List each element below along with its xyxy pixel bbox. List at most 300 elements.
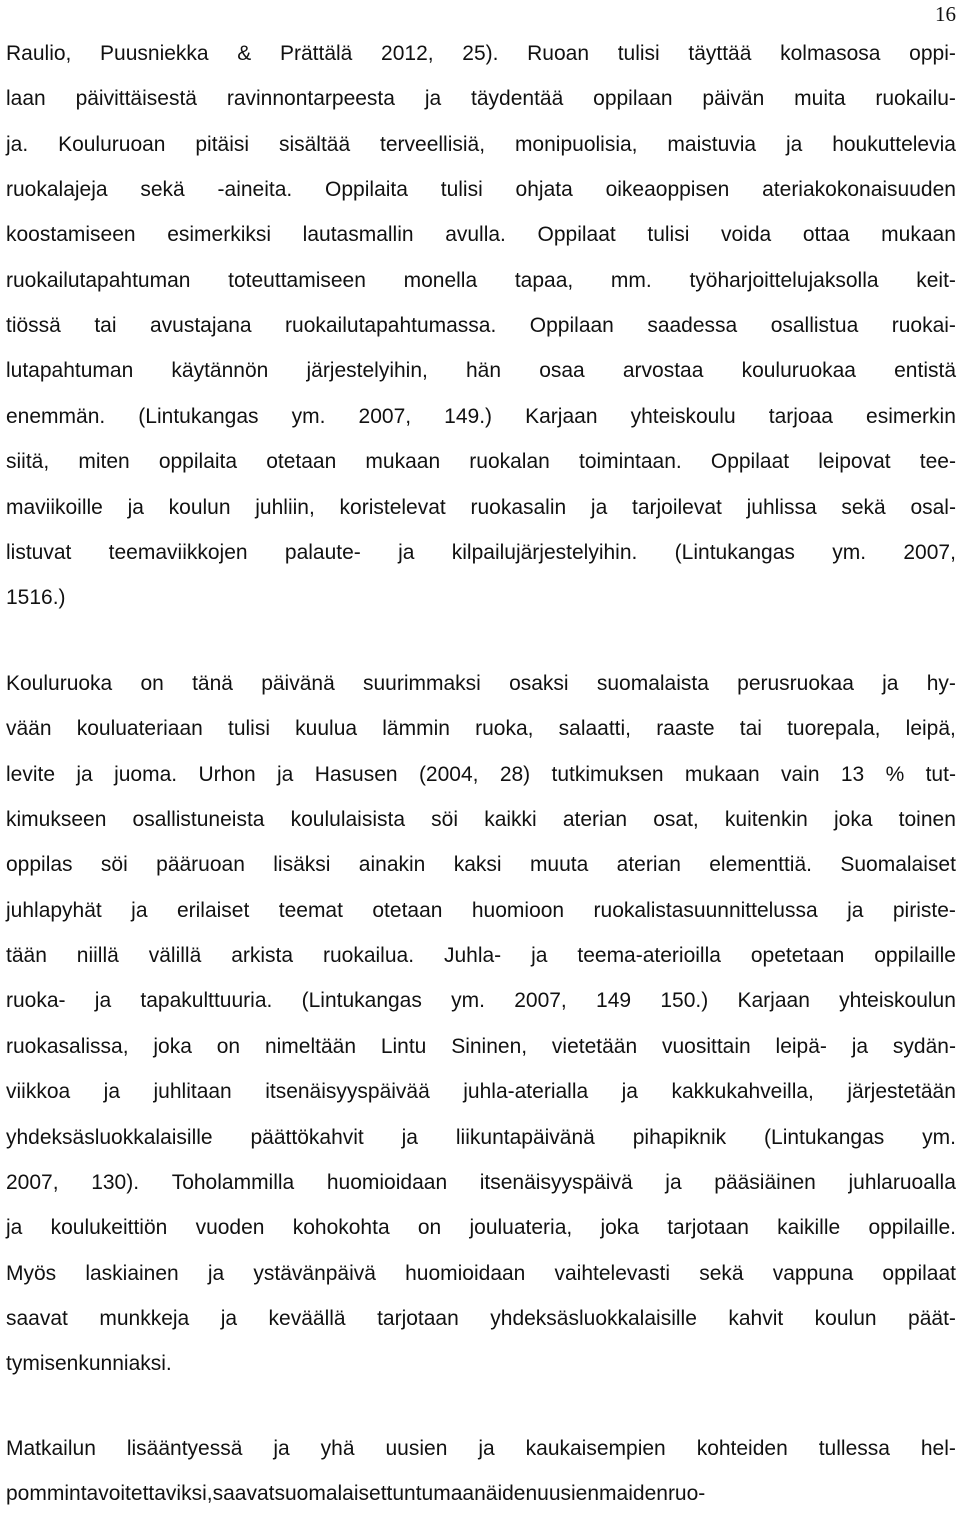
word: miten xyxy=(78,450,130,474)
word: 2007, xyxy=(358,404,412,428)
word: ym. xyxy=(922,1125,956,1149)
word: Matkailun xyxy=(6,1437,96,1460)
word: tiössä xyxy=(6,314,61,338)
word: päättökahvit xyxy=(250,1125,364,1149)
word: tymisen xyxy=(6,1352,79,1376)
text-line xyxy=(6,670,956,698)
word: söi xyxy=(431,808,459,832)
word: tavoitettaviksi, xyxy=(80,1482,213,1506)
word: tuntumaa xyxy=(386,1482,475,1506)
word: ateriakokonaisuuden xyxy=(762,178,956,202)
word: oppilaille. xyxy=(868,1216,956,1240)
word: ja xyxy=(590,495,608,519)
word: pääsiäinen xyxy=(714,1170,816,1194)
word: kuitenkin xyxy=(724,808,808,832)
word: ruokailutapahtuman xyxy=(6,268,191,292)
word: oppi- xyxy=(909,42,956,65)
word: 25). xyxy=(462,42,499,65)
word: ja xyxy=(273,1437,290,1460)
word: päivittäisestä xyxy=(75,87,197,111)
word: ravinnontarpeesta xyxy=(226,87,395,111)
word: Karjaan xyxy=(737,989,810,1013)
word: ja xyxy=(103,1080,121,1104)
word: avulla. xyxy=(445,223,506,247)
word: ja xyxy=(401,1125,418,1149)
word: Oppilaita xyxy=(325,178,408,202)
word: lutapahtuman xyxy=(6,359,134,383)
word: joka xyxy=(153,1034,192,1058)
word: ym. xyxy=(451,989,485,1013)
word: kaksi xyxy=(453,853,502,877)
text-line xyxy=(6,403,956,431)
word: ruoka- xyxy=(6,989,66,1013)
word: kilpailujärjestelyihin. xyxy=(451,540,638,564)
text-line xyxy=(6,987,956,1015)
word: osat, xyxy=(653,808,699,832)
text-line xyxy=(6,312,956,340)
word: ruokasalissa, xyxy=(6,1034,129,1058)
word: Sininen, xyxy=(451,1034,528,1058)
word: ohjata xyxy=(515,178,573,202)
word: 2012, xyxy=(381,42,434,65)
word: kaukaisempien xyxy=(525,1437,666,1460)
word: muuta xyxy=(529,853,589,877)
text-line xyxy=(6,584,956,612)
word: toimintaan. xyxy=(578,450,682,474)
word: vään xyxy=(6,717,52,741)
word: tut- xyxy=(925,762,956,786)
word: leipä, xyxy=(905,717,956,741)
word: otetaan xyxy=(266,450,337,474)
word: ruokalistasuunnittelussa xyxy=(593,898,818,922)
word: kunniaksi. xyxy=(78,1352,172,1376)
word: saadessa xyxy=(647,314,738,338)
word: terveellisiä, xyxy=(380,132,486,156)
word: suurimmaksi xyxy=(362,672,481,695)
word: leipä- xyxy=(775,1034,827,1058)
word: arvostaa xyxy=(622,359,704,383)
word: vuosittain xyxy=(661,1034,751,1058)
word: joka xyxy=(600,1216,639,1240)
word: (Lintukangas xyxy=(138,404,259,428)
word: vappuna xyxy=(772,1261,854,1285)
word: 2007, xyxy=(903,540,956,564)
word: Toholammilla xyxy=(171,1170,295,1194)
word: -aineita. xyxy=(217,178,293,202)
word: toinen xyxy=(898,808,956,832)
word: kouluateriaan xyxy=(76,717,203,741)
word: sekä xyxy=(699,1261,744,1285)
word: (Lintukangas xyxy=(674,540,795,564)
word: ja xyxy=(131,898,148,922)
word: tutkimuksen xyxy=(551,762,664,786)
word: lautasmallin xyxy=(302,223,414,247)
word: salaatti, xyxy=(558,717,632,741)
word: laskiainen xyxy=(85,1261,179,1285)
word: kakkukahveilla, xyxy=(671,1080,814,1104)
text-line xyxy=(6,85,956,113)
word: 15 xyxy=(6,586,30,610)
word: koulun xyxy=(814,1306,877,1330)
word: Karjaan xyxy=(525,404,598,428)
word: sekä xyxy=(140,178,185,202)
word: kahvit xyxy=(728,1306,784,1330)
word: tuorepala, xyxy=(787,717,881,741)
word: pommin xyxy=(6,1482,81,1506)
word: tullessa xyxy=(818,1437,890,1460)
word: otetaan xyxy=(372,898,443,922)
text-line xyxy=(6,1480,956,1508)
word: tarjotaan xyxy=(667,1216,749,1240)
word: Ruoan xyxy=(527,42,590,65)
text-line xyxy=(6,131,956,159)
word: kaikille xyxy=(777,1216,841,1240)
word: koristelevat xyxy=(339,495,446,519)
word: ja xyxy=(277,762,294,786)
word: ja xyxy=(847,898,864,922)
word: keväällä xyxy=(268,1306,346,1330)
text-line xyxy=(6,221,956,249)
word: esimerkin xyxy=(866,404,956,428)
word: tapaa, xyxy=(514,268,574,292)
word: järjestetään xyxy=(847,1080,956,1104)
word: leipovat xyxy=(818,450,891,474)
word: tee- xyxy=(919,450,956,474)
word: siitä, xyxy=(6,450,50,474)
word: koululaisista xyxy=(290,808,406,832)
word: uusien xyxy=(385,1437,448,1460)
word: Suomalaiset xyxy=(840,853,956,877)
word: osallistua xyxy=(770,314,859,338)
word: niillä xyxy=(76,944,119,968)
word: juhlapyhät xyxy=(6,898,102,922)
word: maistuvia xyxy=(667,132,757,156)
word: tään xyxy=(6,944,47,968)
word: ruokasalin xyxy=(470,495,567,519)
word: kouluruokaa xyxy=(741,359,856,383)
word: oppilaille xyxy=(874,944,956,968)
word: yhdeksäsluokkalaisille xyxy=(490,1306,697,1330)
word: ym. xyxy=(291,404,326,428)
word: ruokalajeja xyxy=(6,178,108,202)
word: maiden xyxy=(599,1482,668,1506)
text-line xyxy=(6,1350,956,1378)
word: kolmasosa xyxy=(780,42,881,65)
word: levite xyxy=(6,762,56,786)
text-line xyxy=(6,1214,956,1242)
word: toteuttamiseen xyxy=(228,268,366,292)
word: saavat xyxy=(212,1482,275,1506)
word: aterian xyxy=(616,853,681,877)
word: 13 xyxy=(840,762,865,786)
word: yhteiskoulun xyxy=(839,989,956,1013)
word: lämmin xyxy=(382,717,450,741)
word: tarjoaa xyxy=(768,404,833,428)
word: listuvat xyxy=(6,540,72,564)
word: huomioidaan xyxy=(405,1261,526,1285)
word: 28) xyxy=(499,762,531,786)
word: kimukseen xyxy=(6,808,107,832)
word: vaihtelevasti xyxy=(554,1261,671,1285)
word: näiden xyxy=(474,1482,538,1506)
word: tulisi xyxy=(647,223,690,247)
word: juhlitaan xyxy=(153,1080,232,1104)
word: 2007, xyxy=(6,1170,59,1194)
word: uusien xyxy=(537,1482,600,1506)
word: ruokalan xyxy=(469,450,550,474)
word: entistä xyxy=(894,359,956,383)
word: Kouluruoan xyxy=(58,132,166,156)
word: söi xyxy=(100,853,128,877)
word: itsenäisyyspäivä xyxy=(479,1170,633,1194)
word: juhliin, xyxy=(255,495,315,519)
text-line xyxy=(6,851,956,879)
word: ystävänpäivä xyxy=(253,1261,376,1285)
word: mukaan xyxy=(365,450,441,474)
word: Oppilaan xyxy=(529,314,614,338)
word: välillä xyxy=(148,944,202,968)
word: teemat xyxy=(278,898,343,922)
word: ruokailua. xyxy=(322,944,415,968)
text-line xyxy=(6,897,956,925)
word: % xyxy=(885,762,905,786)
word: ja xyxy=(127,495,144,519)
word: ym. xyxy=(832,540,867,564)
word: erilaiset xyxy=(176,898,250,922)
word: mm. xyxy=(610,268,652,292)
word: Puusniekka xyxy=(100,42,209,65)
word: Lintu xyxy=(380,1034,427,1058)
word: suomalaiset xyxy=(274,1482,387,1506)
text-line xyxy=(6,1305,956,1333)
word: itsenäisyyspäivää xyxy=(265,1080,430,1104)
text-line xyxy=(6,942,956,970)
word: ja. xyxy=(6,132,29,156)
word: ottaa xyxy=(802,223,850,247)
word: ruoka, xyxy=(475,717,534,741)
word: koulukeittiön xyxy=(50,1216,168,1240)
word: Oppilaat xyxy=(537,223,616,247)
text-line xyxy=(6,494,956,522)
word: ja xyxy=(76,762,93,786)
word: mukaan xyxy=(684,762,760,786)
word: yhteiskoulu xyxy=(630,404,736,428)
text-line xyxy=(6,40,956,68)
word: tulisi xyxy=(617,42,660,65)
text-line xyxy=(6,761,956,789)
word: palaute- xyxy=(284,540,361,564)
word: sekä xyxy=(841,495,886,519)
word: raaste xyxy=(656,717,715,741)
word: aterian xyxy=(562,808,628,832)
word: joka xyxy=(833,808,873,832)
word: vuoden xyxy=(195,1216,265,1240)
word: tulisi xyxy=(440,178,483,202)
word: 150.) xyxy=(660,989,709,1013)
word: vain xyxy=(780,762,820,786)
word: Kouluruoka xyxy=(6,672,113,695)
text-line xyxy=(6,176,956,204)
word: monipuolisia, xyxy=(514,132,638,156)
word: Hasusen xyxy=(314,762,398,786)
word: Juhla- xyxy=(443,944,502,968)
word: sydän- xyxy=(892,1034,956,1058)
word: pitäisi xyxy=(195,132,250,156)
text-line xyxy=(6,448,956,476)
word: ainakin xyxy=(358,853,426,877)
word: jouluateria, xyxy=(469,1216,573,1240)
word: nimeltään xyxy=(264,1034,356,1058)
word: lisäksi xyxy=(273,853,331,877)
word: (Lintukangas xyxy=(764,1125,885,1149)
page-number: 16 xyxy=(935,2,956,26)
word: kohteiden xyxy=(696,1437,788,1460)
word: ruokailutapahtumassa. xyxy=(285,314,497,338)
word: elementtiä. xyxy=(709,853,812,877)
word: oppilas xyxy=(6,853,73,877)
word: viikkoa xyxy=(6,1080,71,1104)
text-line xyxy=(6,1124,956,1152)
word: sisältää xyxy=(278,132,351,156)
word: ja xyxy=(424,87,442,111)
word: huomioidaan xyxy=(326,1170,448,1194)
word: on xyxy=(216,1034,241,1058)
word: hän xyxy=(466,359,502,383)
word: tarjoilevat xyxy=(632,495,722,519)
word: ruokailu- xyxy=(875,87,956,111)
word: (2004, xyxy=(418,762,479,786)
word: kuulua xyxy=(295,717,358,741)
word: osal- xyxy=(910,495,956,519)
word: suomalaista xyxy=(596,672,709,695)
word: tai xyxy=(739,717,762,741)
word: oppilaan xyxy=(593,87,673,111)
word: koulun xyxy=(168,495,231,519)
word: mukaan xyxy=(881,223,956,247)
word: tai xyxy=(94,314,117,338)
word: hy- xyxy=(926,672,956,695)
word: Urhon xyxy=(198,762,256,786)
word: tarjotaan xyxy=(377,1306,459,1330)
word: 130). xyxy=(91,1170,140,1194)
text-line xyxy=(6,357,956,385)
word: on xyxy=(417,1216,442,1240)
word: ja xyxy=(665,1170,682,1194)
word: Oppilaat xyxy=(710,450,790,474)
word: houkuttelevia xyxy=(832,132,956,156)
word: oppilaita xyxy=(158,450,238,474)
word: (Lintukangas xyxy=(301,989,422,1013)
word: lisääntyessä xyxy=(126,1437,243,1460)
word: munkkeja xyxy=(99,1306,190,1330)
word: & xyxy=(237,42,252,65)
text-line xyxy=(6,267,956,295)
word: juhlaruoalla xyxy=(848,1170,956,1194)
word: teemaviikkojen xyxy=(108,540,248,564)
word: on xyxy=(140,672,164,695)
word: juhla-aterialla xyxy=(463,1080,589,1104)
word: Myös xyxy=(6,1261,57,1285)
text-line xyxy=(6,1260,956,1288)
word: juoma. xyxy=(114,762,178,786)
word: opetetaan xyxy=(750,944,845,968)
word: ja xyxy=(621,1080,638,1104)
word: voida xyxy=(721,223,772,247)
word: ja xyxy=(94,989,112,1013)
word: arkista xyxy=(231,944,294,968)
text-line xyxy=(6,1435,956,1463)
word: pihapiknik xyxy=(632,1125,727,1149)
word: liikuntapäivänä xyxy=(455,1125,595,1149)
word: avustajana xyxy=(149,314,252,338)
word: 149.) xyxy=(444,404,493,428)
word: kohokohta xyxy=(292,1216,390,1240)
word: juhlissa xyxy=(746,495,817,519)
word: oppilaat xyxy=(882,1261,956,1285)
word: järjestelyihin, xyxy=(306,359,428,383)
word: ja xyxy=(220,1306,238,1330)
word: tapakulttuuria. xyxy=(140,989,273,1013)
word: ja xyxy=(882,672,899,695)
text-line xyxy=(6,1169,956,1197)
word: esimerkiksi xyxy=(167,223,272,247)
word: monella xyxy=(403,268,478,292)
word: keit- xyxy=(916,268,956,292)
word: muita xyxy=(794,87,846,111)
word: enemmän. xyxy=(6,404,106,428)
word: osaksi xyxy=(509,672,569,695)
word: käytännön xyxy=(171,359,269,383)
word: yhä xyxy=(320,1437,355,1460)
word: pääruoan xyxy=(156,853,245,877)
text-line xyxy=(6,539,956,567)
word: teema-aterioilla xyxy=(577,944,721,968)
word: ja xyxy=(478,1437,495,1460)
word: saavat xyxy=(6,1306,68,1330)
word: yhdeksäsluokkalaisille xyxy=(6,1125,213,1149)
word: 149 xyxy=(596,989,632,1013)
word: ruokai- xyxy=(891,314,956,338)
text-line xyxy=(6,715,956,743)
word: päivän xyxy=(702,87,765,111)
word: oikeaoppisen xyxy=(605,178,730,202)
text-line xyxy=(6,1033,956,1061)
word: ja xyxy=(207,1261,225,1285)
word: piriste- xyxy=(892,898,956,922)
word: ja xyxy=(398,540,415,564)
word: osaa xyxy=(539,359,585,383)
word: päät- xyxy=(908,1306,956,1330)
word: huomioon xyxy=(471,898,565,922)
word: 16.) xyxy=(29,586,66,610)
word: vietetään xyxy=(551,1034,638,1058)
word: työharjoittelujaksolla xyxy=(689,268,879,292)
word: perusruokaa xyxy=(737,672,854,695)
word: ja xyxy=(785,132,803,156)
word: päivänä xyxy=(261,672,335,695)
text-line xyxy=(6,806,956,834)
word: ja xyxy=(531,944,548,968)
word: 2007, xyxy=(514,989,567,1013)
word: ja xyxy=(6,1216,23,1240)
word: hel- xyxy=(920,1437,956,1460)
word: täydentää xyxy=(471,87,564,111)
word: tulisi xyxy=(227,717,270,741)
word: Raulio, xyxy=(6,42,72,65)
word: laan xyxy=(6,87,46,111)
word: Prättälä xyxy=(279,42,353,65)
word: osallistuneista xyxy=(132,808,265,832)
